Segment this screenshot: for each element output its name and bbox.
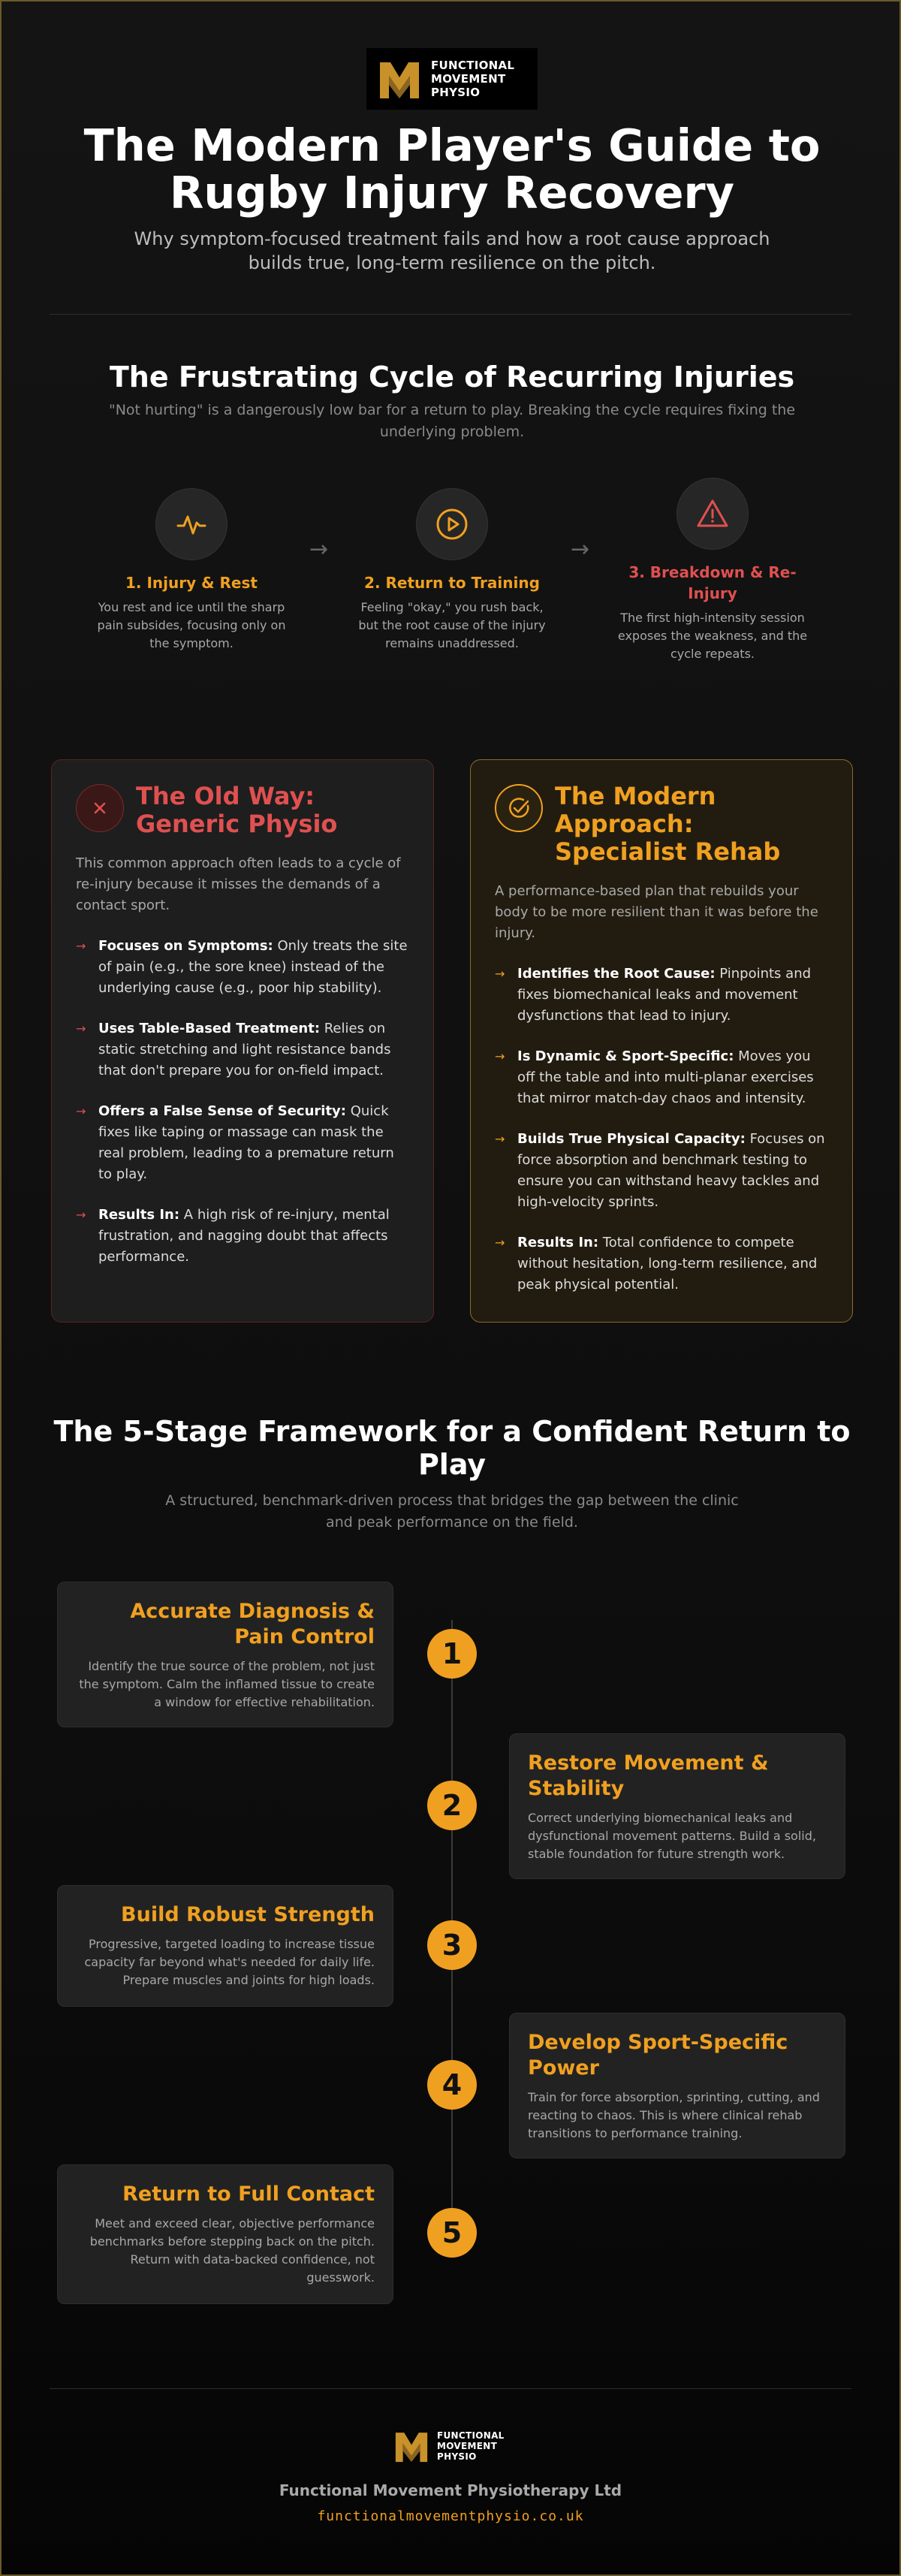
item-text: Relies on static stretching and light resistance bands that don't prepare you for on-field impact. (98, 1021, 391, 1078)
arrow-right-icon: → (76, 1021, 86, 1036)
stage-number: 4 (427, 2060, 477, 2110)
item-label: Identifies the Root Cause: (517, 966, 716, 982)
cycle-step-text: You rest and ice until the sharp pain subsides, focusing only on the symptom. (97, 600, 286, 650)
item-text: Focuses on force absorption and benchmark testing to ensure you can withstand heavy tackles and high-velocity sprints. (517, 1131, 825, 1210)
cycle-step-title: 1. Injury & Rest (125, 574, 258, 592)
stage-title: Restore Movement & Stability (528, 1751, 769, 1800)
item-label: Is Dynamic & Sport-Specific: (517, 1048, 734, 1064)
divider (50, 2388, 851, 2389)
item-text: Pinpoints and fixes biomechanical leaks and movement dysfunctions that lead to injury. (517, 966, 812, 1024)
fm-logo-icon (392, 2427, 431, 2466)
modern-approach-title: The Modern Approach: Specialist Rehab (555, 782, 781, 866)
footer-website-link[interactable]: functionalmovementphysio.co.uk (317, 2508, 584, 2524)
list-item (76, 1018, 409, 1081)
cycle-subtitle: "Not hurting" is a dangerously low bar for a return to play. Breaking the cycle requires fixing the underlying problem. (108, 402, 796, 440)
old-way-card (51, 759, 434, 1323)
stage-title: Develop Sport-Specific Power (528, 2031, 788, 2080)
logo-line: PHYSIO (431, 86, 481, 99)
stage-number: 2 (427, 1781, 477, 1830)
divider (50, 314, 851, 315)
framework-title: The 5-Stage Framework for a Confident Return to Play (53, 1415, 851, 1481)
list-item (495, 1129, 828, 1213)
item-text: Moves you off the table and into multi-planar exercises that mirror match-day chaos and intensity. (517, 1048, 814, 1106)
stage-text: Train for force absorption, sprinting, cutting, and reacting to chaos. This is where clinical rehab transitions to performance training. (528, 2090, 820, 2140)
arrow-right-icon: → (76, 1208, 86, 1222)
warning-icon (677, 478, 749, 550)
cycle-step-text: The first high-intensity session exposes the weakness, and the cycle repeats. (617, 611, 808, 661)
header-logo (366, 48, 538, 110)
stage-text: Identify the true source of the problem, not just the symptom. Calm the inflamed tissue to create a window for effective rehabilitation. (79, 1659, 375, 1709)
modern-approach-list (495, 964, 828, 1296)
list-item (76, 1101, 409, 1185)
arrow-right-icon: → (76, 1104, 86, 1118)
item-text: Quick fixes like taping or massage can mask the real problem, leading to a premature return to play. (98, 1103, 394, 1182)
item-label: Results In: (98, 1207, 180, 1223)
stage-card (57, 2164, 393, 2304)
item-label: Focuses on Symptoms: (98, 938, 273, 954)
fm-logo-icon (375, 55, 423, 103)
logo-line: MOVEMENT (431, 72, 506, 86)
list-item (76, 936, 409, 999)
stage-text: Meet and exceed clear, objective performance benchmarks before stepping back on the pitch. Return with data-backed confidence, not guesswork. (89, 2216, 375, 2285)
stage-number: 3 (427, 1920, 477, 1970)
list-item (495, 964, 828, 1027)
framework-subtitle: A structured, benchmark-driven process that bridges the gap between the clinic and peak performance on the field. (165, 1492, 739, 1531)
list-item (76, 1205, 409, 1268)
list-item (495, 1046, 828, 1109)
arrow-right-icon: → (495, 967, 505, 981)
logo-line: FUNCTIONAL (431, 59, 515, 72)
old-way-list (76, 936, 409, 1268)
cycle-step-text: Feeling "okay," you rush back, but the root cause of the injury remains unaddressed. (358, 600, 546, 650)
stage-number: 1 (427, 1629, 477, 1679)
stage-card (509, 1733, 845, 1879)
stage-number: 5 (427, 2208, 477, 2258)
arrow-right-icon: → (76, 939, 86, 953)
cycle-step-title: 2. Return to Training (364, 574, 540, 592)
pulse-icon (155, 488, 228, 560)
stage-title: Accurate Diagnosis & Pain Control (130, 1600, 375, 1648)
item-label: Results In: (517, 1235, 599, 1250)
stage-text: Progressive, targeted loading to increase tissue capacity far beyond what's needed for daily life. Prepare muscles and joints for high loads. (84, 1937, 375, 1987)
stage-title: Return to Full Contact (122, 2182, 375, 2206)
modern-approach-intro: A performance-based plan that rebuilds your body to be more resilient than it was before the injury. (495, 883, 818, 941)
footer-logo (392, 2426, 520, 2466)
stage-card (57, 1885, 393, 2007)
item-label: Uses Table-Based Treatment: (98, 1021, 321, 1036)
arrow-right-icon: → (571, 536, 590, 563)
stage-card (57, 1582, 393, 1727)
stage-card (509, 2013, 845, 2158)
stage-text: Correct underlying biomechanical leaks and dysfunctional movement patterns. Build a solid, stable foundation for future strength work. (528, 1811, 816, 1861)
page-title: The Modern Player's Guide to Rugby Injury Recovery (83, 119, 821, 219)
item-text: A high risk of re-injury, mental frustration, and nagging doubt that affects performance. (98, 1207, 390, 1265)
item-label: Builds True Physical Capacity: (517, 1131, 746, 1147)
page-subtitle: Why symptom-focused treatment fails and how a root cause approach builds true, long-term resilience on the pitch. (134, 228, 770, 273)
item-label: Offers a False Sense of Security: (98, 1103, 346, 1119)
play-icon (416, 488, 488, 560)
footer-company: Functional Movement Physiotherapy Ltd (279, 2481, 622, 2499)
item-text: Only treats the site of pain (e.g., the sore knee) instead of the underlying cause (e.g., poor hip stability). (98, 938, 408, 996)
modern-approach-card (470, 759, 853, 1323)
logo-line: FUNCTIONAL (437, 2430, 505, 2441)
logo-line: PHYSIO (437, 2451, 477, 2462)
cycle-step-title: 3. Breakdown & Re-Injury (628, 563, 797, 602)
arrow-right-icon: → (495, 1132, 505, 1146)
logo-line: MOVEMENT (437, 2441, 498, 2451)
arrow-right-icon: → (309, 536, 329, 563)
list-item (495, 1232, 828, 1296)
close-icon (76, 784, 124, 832)
old-way-intro: This common approach often leads to a cycle of re-injury because it misses the demands of a contact sport. (76, 855, 401, 913)
cycle-title: The Frustrating Cycle of Recurring Injuries (109, 360, 795, 394)
arrow-right-icon: → (495, 1235, 505, 1250)
old-way-title: The Old Way: Generic Physio (136, 782, 338, 838)
arrow-right-icon: → (495, 1049, 505, 1063)
stage-title: Build Robust Strength (121, 1903, 375, 1926)
check-circle-icon (495, 784, 543, 832)
item-text: Total confidence to compete without hesitation, long-term resilience, and peak physical potential. (517, 1235, 818, 1293)
